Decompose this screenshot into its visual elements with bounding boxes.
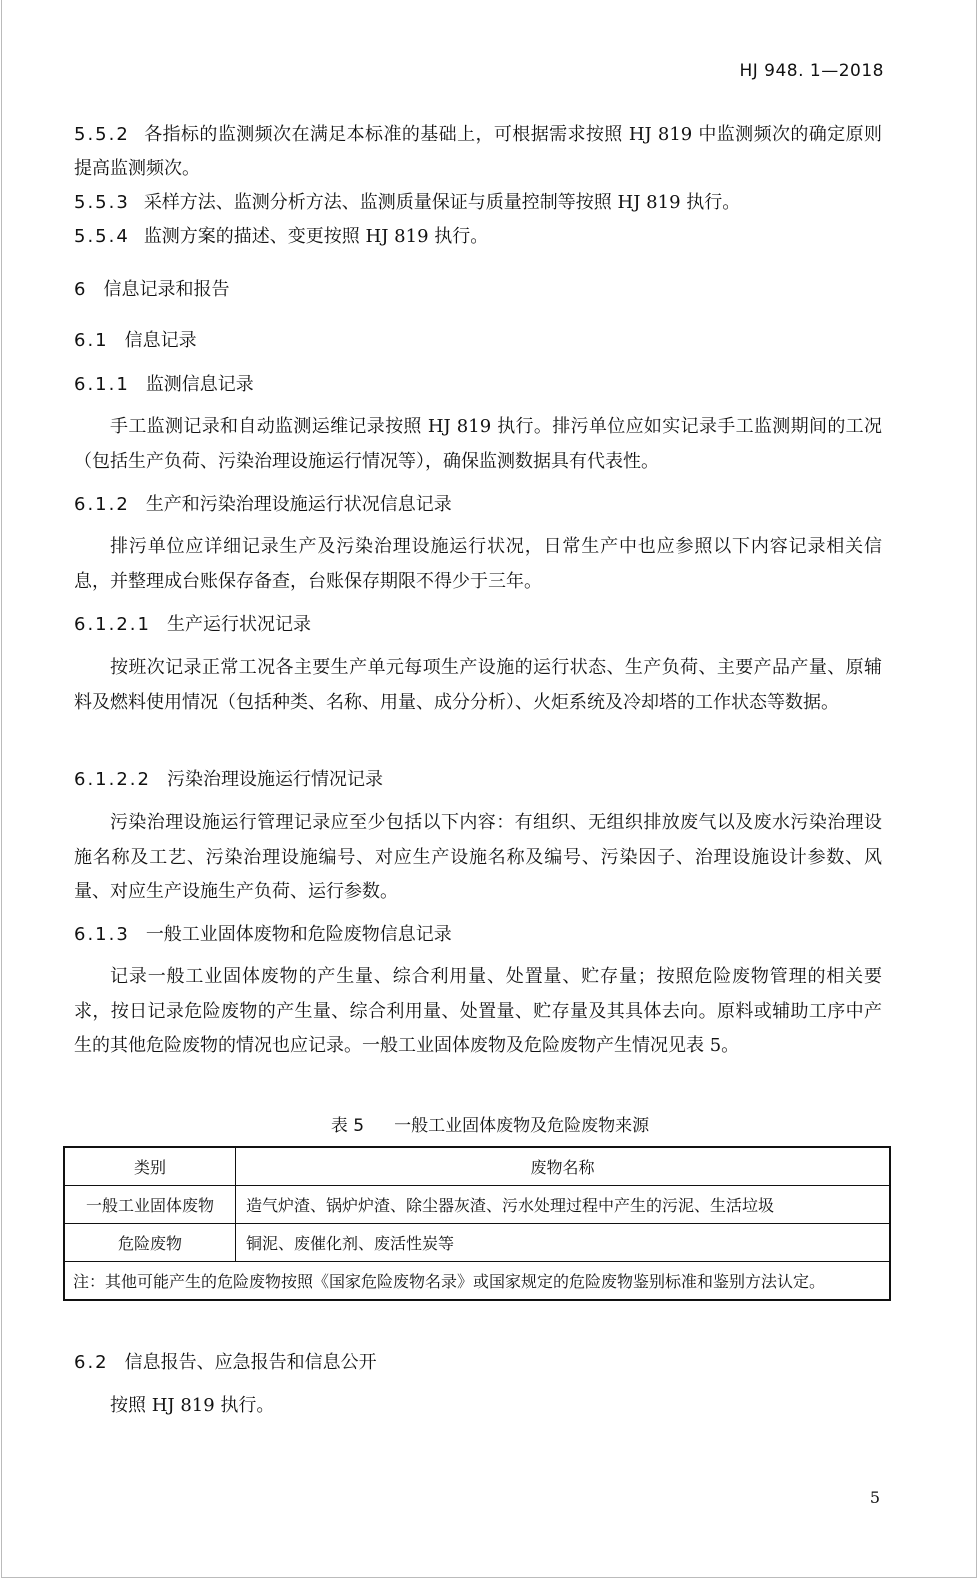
table-header-row bbox=[64, 1147, 890, 1186]
table-cell-category: 危险废物 bbox=[64, 1224, 236, 1262]
table-cell-waste-name: 铜泥、废催化剂、废活性炭等 bbox=[236, 1224, 891, 1262]
waste-source-table bbox=[63, 1146, 891, 1301]
section-6-1-heading bbox=[74, 327, 882, 355]
section-number: 6 bbox=[74, 279, 88, 300]
section-number: 6.1.2.2 bbox=[74, 769, 151, 790]
clause-text: 各指标的监测频次在满足本标准的基础上，可根据需求按照 HJ 819 中监测频次的确定原则提高监测频次。 bbox=[74, 124, 882, 179]
clause-text: 采样方法、监测分析方法、监测质量保证与质量控制等按照 HJ 819 执行。 bbox=[143, 192, 741, 213]
section-6-1-1-body: 手工监测记录和自动监测运维记录按照 HJ 819 执行。排污单位应如实记录手工监测期间的工况（包括生产负荷、污染治理设施运行情况等），确保监测数据具有代表性。 bbox=[74, 416, 882, 472]
table-header-category: 类别 bbox=[64, 1147, 236, 1186]
table-title: 一般工业固体废物及危险废物来源 bbox=[394, 1116, 650, 1136]
section-6-1-2-2-heading bbox=[74, 766, 882, 794]
section-title: 监测信息记录 bbox=[145, 374, 254, 395]
section-title: 生产和污染治理设施运行状况信息记录 bbox=[145, 494, 452, 515]
section-number: 6.1.1 bbox=[74, 374, 130, 395]
section-6-1-2-1-body: 按班次记录正常工况各主要生产单元每项生产设施的运行状态、生产负荷、主要产品产量、原辅料及燃料使用情况（包括种类、名称、用量、成分分析）、火炬系统及冷却塔的工作状态等数据。 bbox=[74, 657, 882, 713]
table-cell-waste-name: 造气炉渣、锅炉炉渣、除尘器灰渣、污水处理过程中产生的污泥、生活垃圾 bbox=[236, 1186, 891, 1224]
clause-5-5-3 bbox=[74, 186, 882, 220]
section-number: 6.1.2.1 bbox=[74, 614, 151, 635]
section-number: 6.1 bbox=[74, 330, 109, 351]
section-6-2-heading bbox=[74, 1349, 882, 1377]
clause-text: 监测方案的描述、变更按照 HJ 819 执行。 bbox=[143, 226, 489, 247]
table-note: 注：其他可能产生的危险废物按照《国家危险废物名录》或国家规定的危险废物鉴别标准和鉴别方法认定。 bbox=[64, 1262, 890, 1301]
section-number: 6.1.2 bbox=[74, 494, 130, 515]
section-6-1-2-heading bbox=[74, 491, 882, 519]
section-number: 6.1.3 bbox=[74, 924, 130, 945]
table-label: 表 5 bbox=[330, 1116, 365, 1136]
table-row bbox=[64, 1224, 890, 1262]
section-6-1-2-2-body: 污染治理设施运行管理记录应至少包括以下内容：有组织、无组织排放废气以及废水污染治理设施名称及工艺、污染治理设施编号、对应生产设施名称及编号、污染因子、治理设施设计参数、风量、对应生产设施生产负荷、运行参数。 bbox=[74, 812, 882, 902]
table-cell-category: 一般工业固体废物 bbox=[64, 1186, 236, 1224]
section-6-2-body: 按照 HJ 819 执行。 bbox=[110, 1395, 275, 1416]
clause-number: 5.5.4 bbox=[74, 226, 130, 247]
clause-number: 5.5.2 bbox=[74, 124, 130, 145]
section-6-1-1-heading bbox=[74, 371, 882, 399]
section-6-1-3-body: 记录一般工业固体废物的产生量、综合利用量、处置量、贮存量；按照危险废物管理的相关要求，按日记录危险废物的产生量、综合利用量、处置量、贮存量及其具体去向。原料或辅助工序中产生的其他危险废物的情况也应记录。一般工业固体废物及危险废物产生情况见表 5。 bbox=[74, 966, 882, 1056]
section-title: 信息记录和报告 bbox=[103, 279, 230, 300]
clause-5-5-2 bbox=[74, 118, 882, 186]
section-title: 一般工业固体废物和危险废物信息记录 bbox=[145, 924, 452, 945]
section-6-1-2-body: 排污单位应详细记录生产及污染治理设施运行状况，日常生产中也应参照以下内容记录相关信息，并整理成台账保存备查，台账保存期限不得少于三年。 bbox=[74, 536, 882, 592]
section-6-1-2-1-heading bbox=[74, 611, 882, 639]
table-row bbox=[64, 1186, 890, 1224]
page-number: 5 bbox=[869, 1488, 880, 1507]
section-6-heading bbox=[74, 276, 882, 304]
standard-code: HJ 948. 1—2018 bbox=[739, 61, 884, 81]
section-title: 生产运行状况记录 bbox=[166, 614, 311, 635]
section-title: 信息报告、应急报告和信息公开 bbox=[124, 1352, 377, 1373]
table-header-waste-name: 废物名称 bbox=[236, 1147, 891, 1186]
section-number: 6.2 bbox=[74, 1352, 109, 1373]
clause-number: 5.5.3 bbox=[74, 192, 130, 213]
section-title: 污染治理设施运行情况记录 bbox=[166, 769, 383, 790]
clause-5-5-4 bbox=[74, 220, 882, 254]
table-caption bbox=[0, 1111, 980, 1136]
section-6-1-3-heading bbox=[74, 921, 882, 949]
section-title: 信息记录 bbox=[124, 330, 197, 351]
table-note-row bbox=[64, 1262, 890, 1301]
